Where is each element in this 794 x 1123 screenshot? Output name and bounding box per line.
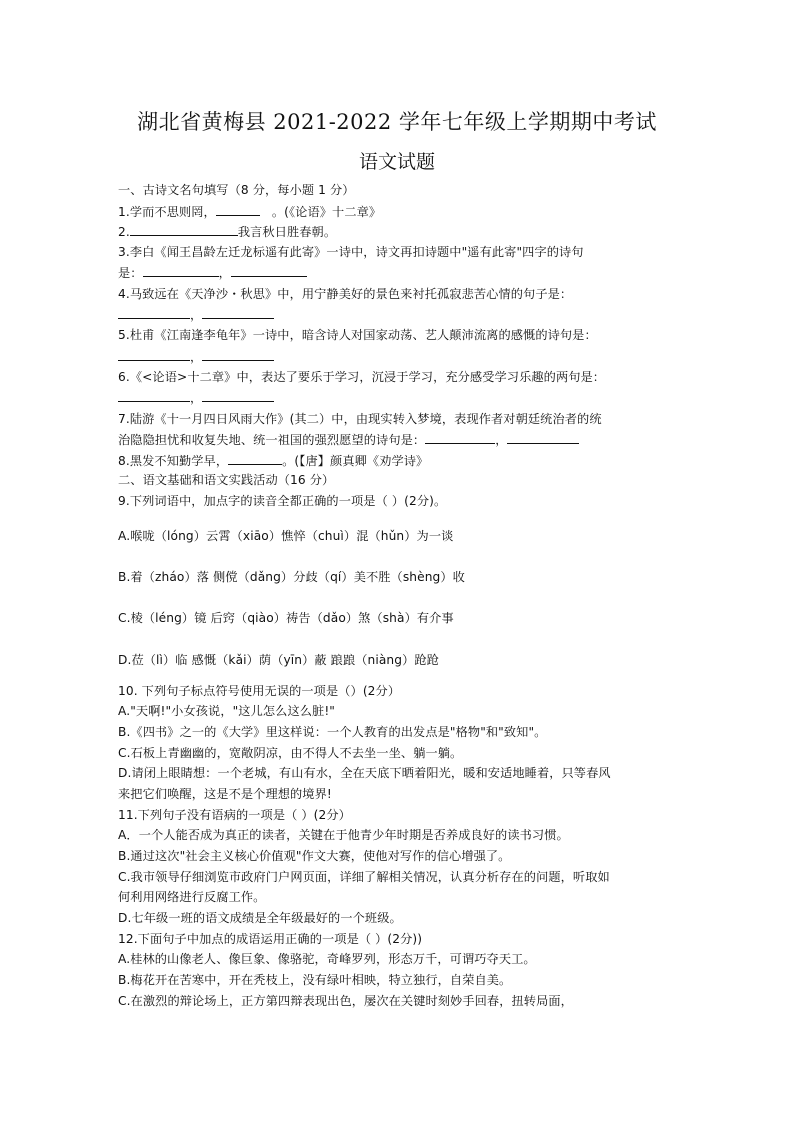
question-9-option-b: B.着（zháo）落 侧傥（dǎng）分歧（qí）美不胜（shèng）收 bbox=[118, 570, 465, 584]
question-11-option-b: B.通过这次"社会主义核心价值观"作文大赛，使他对写作的信心增强了。 bbox=[118, 849, 511, 863]
question-7-line-2 bbox=[118, 431, 579, 448]
answer-blank bbox=[118, 389, 190, 402]
answer-blank bbox=[202, 389, 274, 402]
question-6-line-2 bbox=[118, 389, 274, 406]
answer-blank bbox=[202, 348, 274, 361]
question-10-option-d-line-2: 来把它们唤醒，这是不是个理想的境界! bbox=[118, 787, 332, 801]
question-2-text: 我言秋日胜春朝。 bbox=[237, 225, 337, 239]
answer-blank bbox=[507, 431, 579, 444]
question-12-stem: 12.下面句子中加点的成语运用正确的一项是（ ）(2分)) bbox=[118, 932, 423, 946]
question-3-prefix: 是： bbox=[118, 266, 143, 280]
question-10-option-d-line-1: D.请闭上眼睛想：一个老城，有山有水，全在天底下晒着阳光，暖和安适地睡着，只等春风 bbox=[118, 766, 611, 780]
exam-title: 湖北省黄梅县 2021-2022 学年七年级上学期期中考试 bbox=[137, 110, 657, 134]
comma: ， bbox=[190, 391, 203, 405]
answer-blank bbox=[231, 264, 307, 277]
answer-blank bbox=[118, 348, 190, 361]
question-7-line-1: 7.陆游《十一月四日风雨大作》(其二）中，由现实转入梦境，表现作者对朝廷统治者的统 bbox=[118, 412, 602, 426]
question-12-option-a: A.桂林的山像老人、像巨象、像骆驼，奇峰罗列，形态万千，可谓巧夺天工。 bbox=[118, 952, 536, 966]
question-9-option-d: D.莅（lì）临 感慨（kǎi）荫（yīn）蔽 踉踉（niàng）跄跄 bbox=[118, 653, 439, 667]
question-1 bbox=[118, 203, 381, 220]
question-8-text: 8.黑发不知勤学早， bbox=[118, 454, 229, 468]
section-1-heading: 一、古诗文名句填写（8 分，每小题 1 分） bbox=[118, 183, 355, 197]
question-10-stem: 10. 下列句子标点符号使用无误的一项是（）(2分） bbox=[118, 684, 401, 698]
question-11-option-d: D.七年级一班的语文成绩是全年级最好的一个班级。 bbox=[118, 911, 402, 925]
answer-blank bbox=[143, 264, 219, 277]
answer-blank bbox=[216, 203, 260, 216]
question-12-option-c: C.在激烈的辩论场上，正方第四辩表现出色，屡次在关键时刻妙手回春，扭转局面， bbox=[118, 994, 573, 1008]
answer-blank bbox=[228, 452, 282, 465]
question-3-line-1: 3.李白《闻王昌龄左迁龙标遥有此寄》一诗中，诗文再扣诗题中"遥有此寄"四字的诗句 bbox=[118, 245, 584, 259]
question-4-line-2 bbox=[118, 306, 274, 323]
question-1-text: 1.学而不思则罔， bbox=[118, 205, 216, 219]
question-11-stem: 11.下列句子没有语病的一项是（ ）(2分） bbox=[118, 808, 351, 822]
question-8-source: 。(【唐】颜真卿《劝学诗》 bbox=[282, 454, 429, 468]
question-11-option-c-line-1: C.我市领导仔细浏览市政府门户网页面，详细了解相关情况，认真分析存在的问题，听取如 bbox=[118, 870, 610, 884]
comma: ， bbox=[190, 350, 203, 364]
question-10-option-c: C.石板上青幽幽的，宽敞阴凉，由不得人不去坐一坐、躺一躺。 bbox=[118, 746, 463, 760]
question-5-line-2 bbox=[118, 348, 274, 365]
question-7-text: 治隐隐担忧和收复失地、统一祖国的强烈愿望的诗句是： bbox=[118, 433, 426, 447]
question-11-option-c-line-2: 何利用网络进行反腐工作。 bbox=[118, 890, 266, 904]
question-10-option-b: B.《四书》之一的《大学》里这样说：一个人教育的出发点是"格物"和"致知"。 bbox=[118, 725, 547, 739]
question-9-option-c: C.棱（léng）镜 后窍（qiào）祷告（dǎo）煞（shà）有介事 bbox=[118, 611, 454, 625]
question-12-option-b: B.梅花开在苦寒中，开在秃枝上，没有绿叶相映，特立独行，自荣自美。 bbox=[118, 973, 512, 987]
question-2-number: 2. bbox=[118, 225, 130, 239]
question-9-option-a: A.喉咙（lóng）云霄（xiāo）憔悴（chuì）混（hǔn）为一谈 bbox=[118, 529, 454, 543]
section-2-heading: 二、语文基础和语文实践活动（16 分） bbox=[118, 473, 335, 487]
question-9-stem: 9.下列词语中，加点字的读音全都正确的一项是（ ）(2分)。 bbox=[118, 494, 447, 508]
exam-subtitle: 语文试题 bbox=[358, 151, 435, 173]
question-3-line-2 bbox=[118, 264, 307, 281]
answer-blank bbox=[118, 306, 190, 319]
comma: ， bbox=[218, 266, 231, 280]
answer-blank bbox=[130, 223, 238, 236]
comma: ， bbox=[495, 433, 508, 447]
question-4-line-1: 4.马致远在《天净沙・秋思》中，用宁静美好的景色来衬托孤寂悲苦心情的句子是： bbox=[118, 287, 573, 301]
answer-blank bbox=[202, 306, 274, 319]
question-2 bbox=[118, 223, 336, 240]
comma: ， bbox=[190, 308, 203, 322]
question-10-option-a: A."天啊!"小女孩说，"这儿怎么这么脏!" bbox=[118, 704, 336, 718]
question-11-option-a: A．一个人能否成为真正的读者，关键在于他青少年时期是否养成良好的读书习惯。 bbox=[118, 828, 569, 842]
answer-blank bbox=[425, 431, 495, 444]
question-5-line-1: 5.杜甫《江南逢李龟年》一诗中，暗含诗人对国家动荡、艺人颠沛流离的感慨的诗句是： bbox=[118, 328, 597, 342]
question-6-line-1: 6.《<论语>十二章》中，表达了要乐于学习，沉浸于学习，充分感受学习乐趣的两句是： bbox=[118, 370, 606, 384]
question-1-source: 。(《论语》十二章》 bbox=[271, 205, 382, 219]
question-8 bbox=[118, 452, 428, 469]
